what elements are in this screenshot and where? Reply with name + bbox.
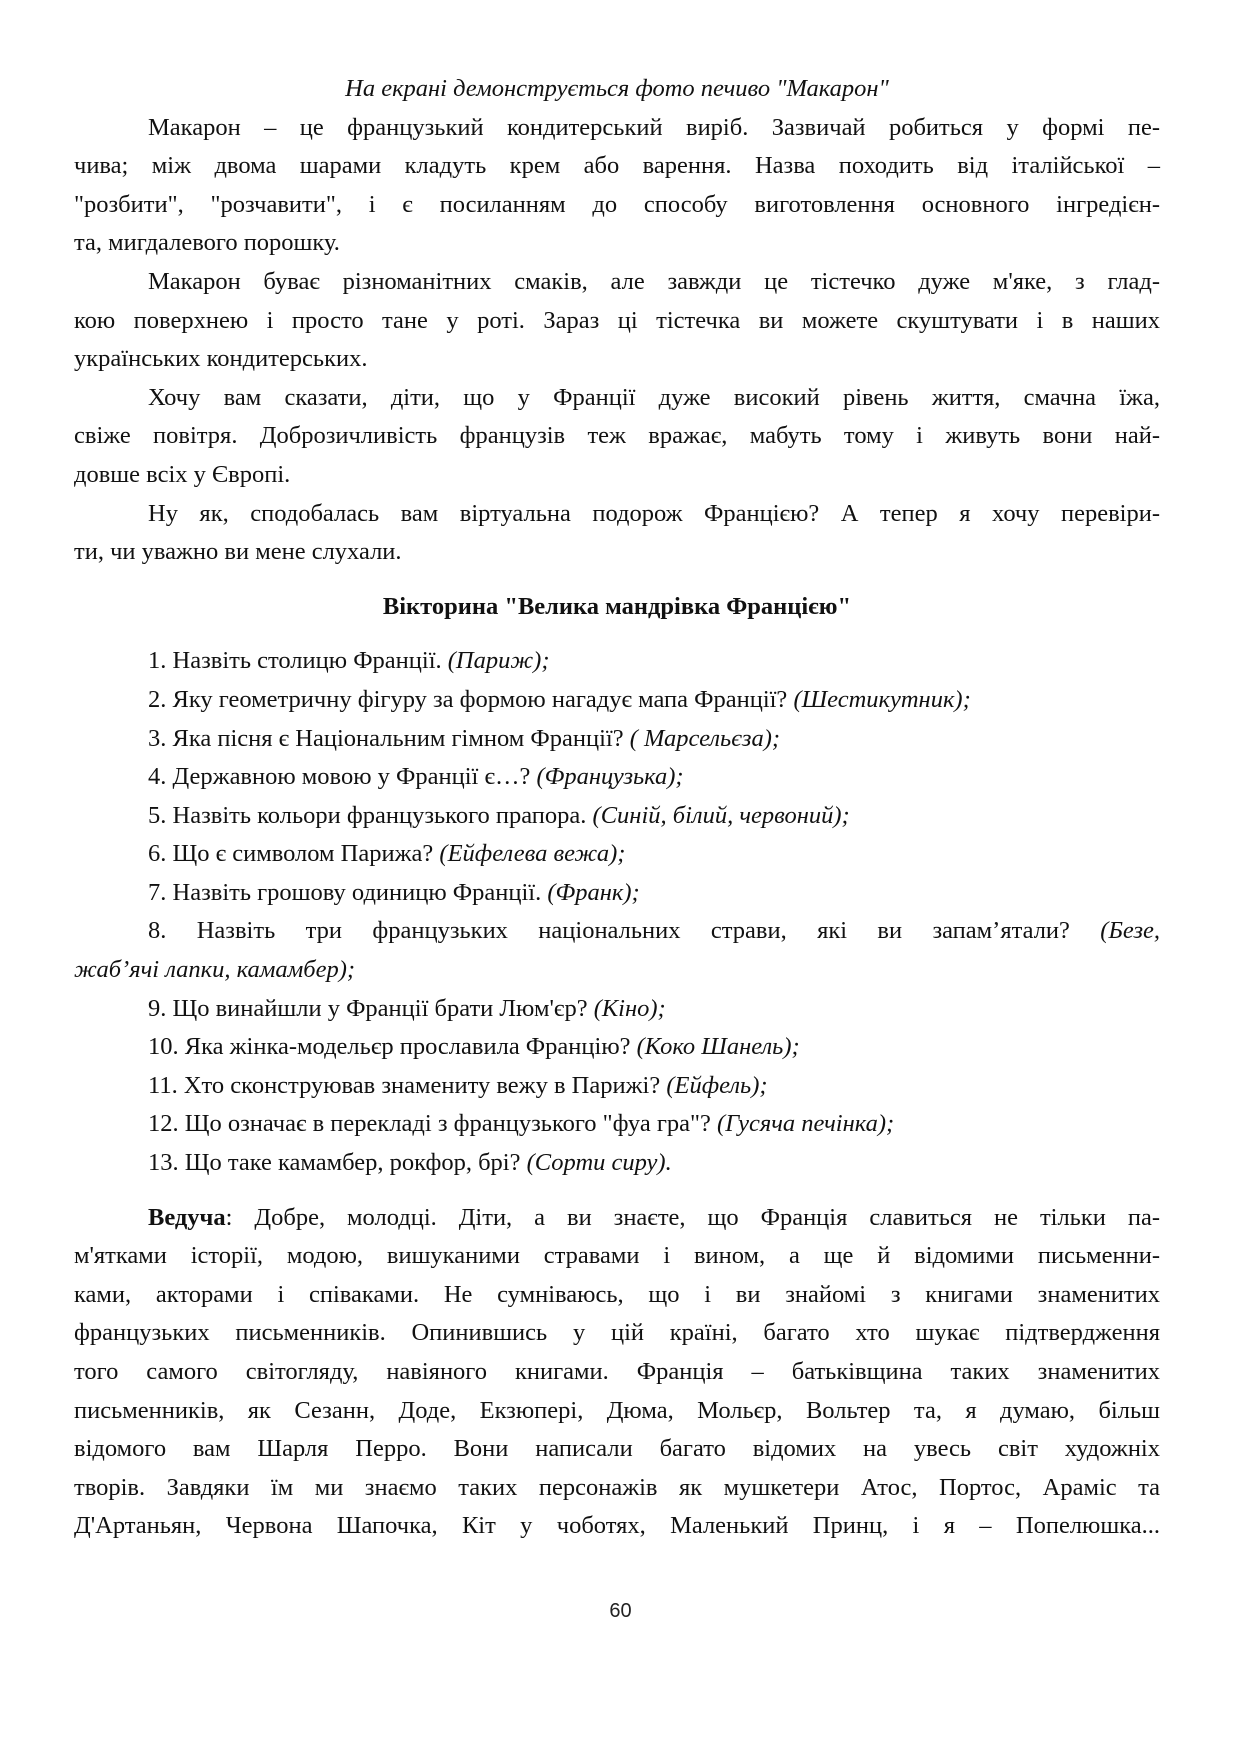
quiz-answer: (Франк); (547, 878, 640, 906)
quiz-item (74, 874, 1160, 913)
quiz-answer-continuation: жаб’ячі лапки, камамбер); (74, 956, 356, 984)
paragraph-line: французьких письменників. Опинившись у цій країні, багато хто шукає підтвердження (74, 1319, 1160, 1347)
quiz-item (74, 1105, 1160, 1144)
quiz-item (74, 1067, 1160, 1106)
quiz-answer: (Гусяча печінка); (717, 1110, 895, 1138)
quiz-item (74, 990, 1160, 1029)
quiz-question: 13. Що таке камамбер, рокфор, брі? (148, 1149, 527, 1177)
quiz-item (74, 835, 1160, 874)
paragraph-line: того самого світогляду, навіяного книгами. Франція – батьківщина таких знаменитих (74, 1358, 1160, 1385)
paragraph-line: кою поверхнею і просто тане у роті. Зараз ці тістечка ви можете скуштувати і в наших (74, 306, 1160, 334)
paragraph-line: ками, акторами і співаками. Не сумніваюсь, що і ви знайомі з книгами знаменитих (74, 1280, 1160, 1308)
quiz-item (74, 797, 1160, 836)
quiz-item (74, 758, 1160, 797)
document-page (74, 70, 1160, 1546)
quiz-item (74, 642, 1160, 681)
quiz-item (74, 1144, 1160, 1183)
paragraph-line: чива; між двома шарами кладуть крем або варення. Назва походить від італійської – (74, 152, 1160, 180)
quiz-item (74, 1028, 1160, 1067)
paragraph-line: ти, чи уважно ви мене слухали. (74, 538, 402, 566)
paragraph-line: письменників, як Сезанн, Доде, Екзюпері, Дюма, Мольєр, Вольтер та, я думаю, більш (74, 1396, 1160, 1424)
quiz-answer: (Сорти сиру). (526, 1149, 672, 1177)
host-first-line (74, 1199, 1160, 1238)
quiz-answer: (Ейфель); (666, 1071, 768, 1099)
quiz-question: 9. Що винайшли у Франції брати Люм'єр? (148, 994, 594, 1022)
quiz-question: 11. Хто сконструював знамениту вежу в Парижі? (148, 1071, 667, 1099)
quiz-item (74, 681, 1160, 720)
paragraph-line: українських кондитерських. (74, 345, 368, 373)
paragraph-line: Д'Артаньян, Червона Шапочка, Кіт у чоботях, Маленький Принц, і я – Попелюшка... (74, 1512, 1160, 1540)
paragraph-line: Макарон – це французький кондитерський виріб. Зазвичай робиться у формі пе- (148, 113, 1160, 141)
quiz-question: 3. Яка пісня є Національним гімном Франції? (148, 724, 630, 752)
quiz-question: 4. Державною мовою у Франції є…? (148, 763, 537, 791)
paragraph-line: довше всіх у Європі. (74, 460, 291, 488)
paragraph-line: свіже повітря. Доброзичливість французів теж вражає, мабуть тому і живуть вони най- (74, 422, 1160, 450)
quiz-answer: (Шестикутник); (793, 685, 971, 713)
host-label: Ведуча (148, 1203, 226, 1231)
quiz-question: 12. Що означає в перекладі з французького "фуа гра"? (148, 1110, 718, 1138)
quiz-question: 7. Назвіть грошову одиницю Франції. (148, 878, 548, 906)
quiz-question: 8. Назвіть три французьких національних страви, які ви запам’ятали? (148, 917, 1101, 945)
paragraph-line: відомого вам Шарля Перро. Вони написали багато відомих на увесь світ художніх (74, 1435, 1160, 1463)
paragraph-line: Ну як, сподобалась вам віртуальна подорож Францією? А тепер я хочу перевіри- (148, 499, 1160, 527)
quiz-answer: (Кіно); (593, 994, 666, 1022)
paragraph-line: "розбити", "розчавити", і є посиланням до способу виготовлення основного інгредієн- (74, 190, 1160, 218)
quiz-answer: (Синій, білий, червоний); (592, 801, 850, 829)
page-number: 60 (609, 1600, 632, 1622)
host-text: : Добре, молодці. Діти, а ви знаєте, що Франція славиться не тільки па- (225, 1203, 1160, 1231)
quiz-answer: (Безе, (1100, 917, 1160, 945)
paragraph-line: Макарон буває різноманітних смаків, але завжди це тістечко дуже м'яке, з глад- (148, 267, 1160, 295)
quiz-title: Вікторина "Велика мандрівка Францією" (382, 592, 852, 620)
paragraph-line: Хочу вам сказати, діти, що у Франції дуже високий рівень життя, смачна їжа, (148, 383, 1160, 411)
quiz-answer: (Ейфелева вежа); (439, 840, 626, 868)
quiz-question: 5. Назвіть кольори французького прапора. (148, 801, 593, 829)
quiz-question: 10. Яка жінка-модельєр прославила Францію? (148, 1033, 637, 1061)
paragraph-line: та, мигдалевого порошку. (74, 229, 340, 257)
quiz-answer: (Коко Шанель); (636, 1033, 800, 1061)
paragraph-line: творів. Завдяки їм ми знаємо таких персонажів як мушкетери Атос, Портос, Араміс та (74, 1473, 1160, 1501)
quiz-item (74, 912, 1160, 951)
quiz-question: 6. Що є символом Парижа? (148, 840, 440, 868)
quiz-answer: (Французька); (536, 763, 684, 791)
quiz-question: 1. Назвіть столицю Франції. (148, 647, 448, 675)
photo-caption: На екрані демонструється фото печиво "Макарон" (345, 75, 889, 102)
quiz-question: 2. Яку геометричну фігуру за формою нагадує мапа Франції? (148, 685, 794, 713)
paragraph-line: м'ятками історії, модою, вишуканими стравами і вином, а ще й відомими письменни- (74, 1242, 1160, 1270)
quiz-item (74, 720, 1160, 759)
quiz-answer: ( Марсельєза); (629, 724, 781, 752)
quiz-answer: (Париж); (447, 647, 550, 675)
